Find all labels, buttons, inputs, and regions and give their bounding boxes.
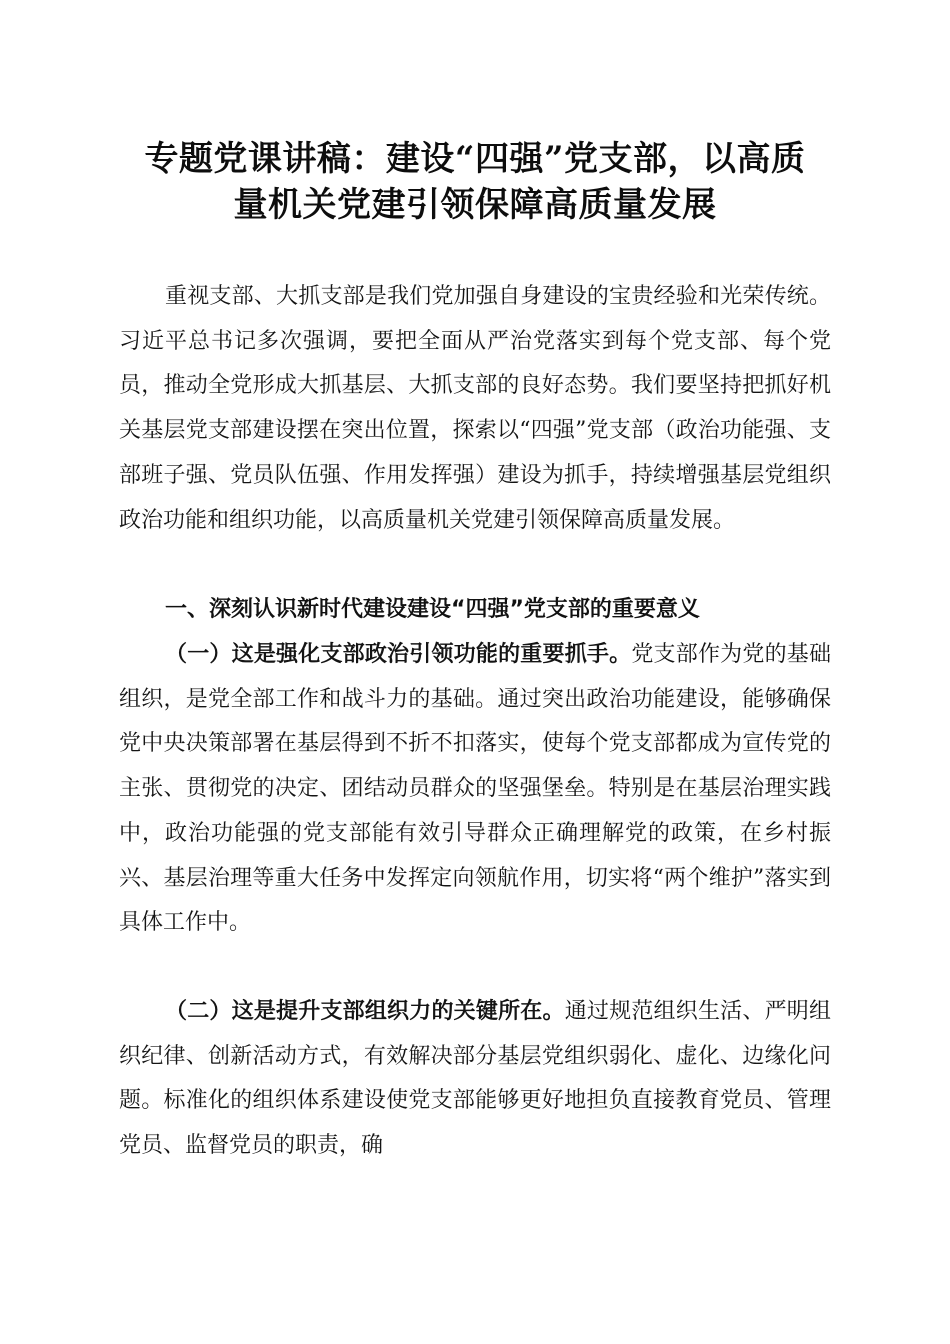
intro-paragraph: 重视支部、大抓支部是我们党加强自身建设的宝贵经验和光荣传统。习近平总书记多次强调，要把全面从严治党落实到每个党支部、每个党员，推动全党形成大抓基层、大抓支部的良好态势。我们要坚持把抓好机关基层党支部建设摆在突出位置，探索以“四强”党支部（政治功能强、支部班子强、党员队伍强、作用发挥强）建设为抓手，持续增强基层党组织政治功能和组织功能，以高质量机关党建引领保障高质量发展。 <box>119 284 831 533</box>
subsection-2-heading: （二）这是提升支部组织力的关键所在。 <box>165 999 565 1024</box>
subsection-1-text: 党支部作为党的基础组织，是党全部工作和战斗力的基础。通过突出政治功能建设，能够确保党中央决策部署在基层得到不折不扣落实，使每个党支部都成为宣传党的主张、贯彻党的决定、团结动员群众的坚强堡垒。特别是在基层治理实践中，政治功能强的党支部能有效引导群众正确理解党的政策，在乡村振兴、基层治理等重大任务中发挥定向领航作用，切实将“两个维护”落实到具体工作中。 <box>119 642 831 936</box>
section-heading-1: 一、深刻认识新时代建设建设“四强”党支部的重要意义 <box>165 597 700 622</box>
subsection-1-paragraph <box>119 633 831 946</box>
document-title-line-1: 专题党课讲稿：建设“四强”党支部，以高质 <box>144 139 806 179</box>
subsection-1-heading: （一）这是强化支部政治引领功能的重要抓手。 <box>165 642 632 667</box>
subsection-2-paragraph <box>119 990 831 1169</box>
document-title-line-2: 量机关党建引领保障高质量发展 <box>233 185 717 225</box>
subsection-2-text: 通过规范组织生活、严明组织纪律、创新活动方式，有效解决部分基层党组织弱化、虚化、边缘化问题。标准化的组织体系建设使党支部能够更好地担负直接教育党员、管理党员、监督党员的职责，确 <box>119 999 831 1159</box>
